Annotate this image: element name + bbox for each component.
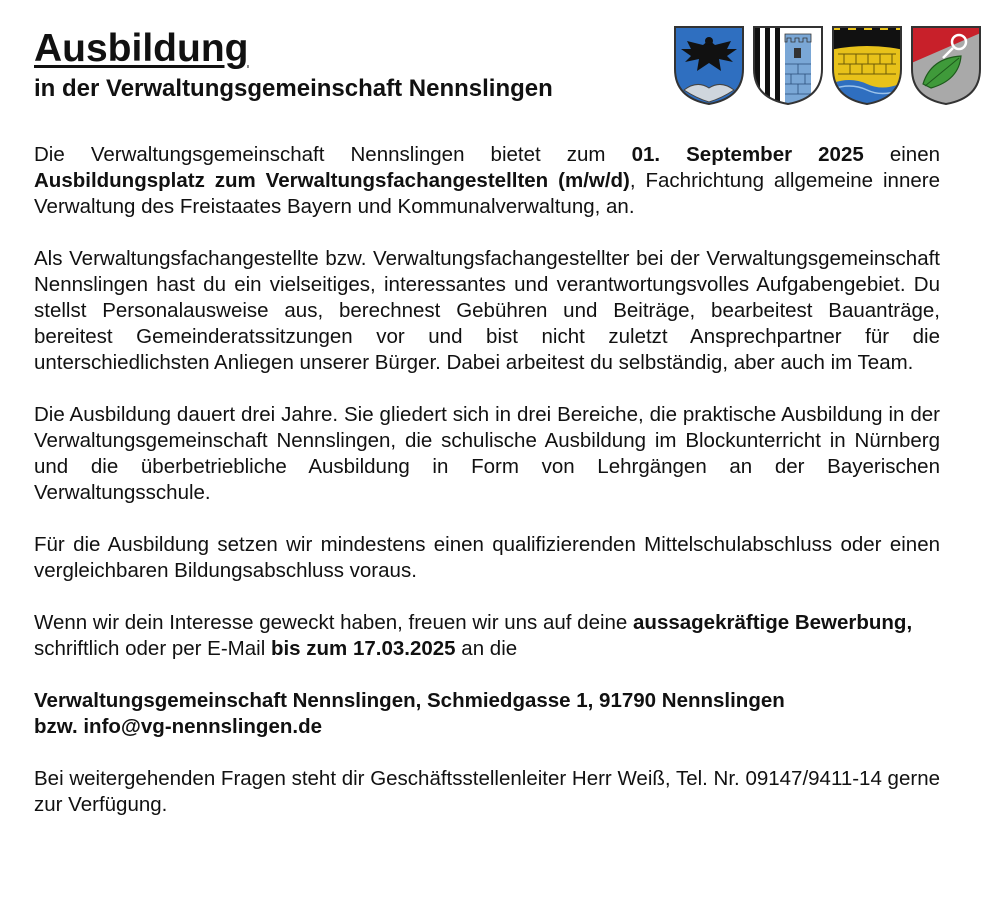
application-text-3: an die [455,637,518,660]
intro-text-3: , Fachrichtung allgemeine innere Verwaltung des Freistaates Bayern und Kommunalverwaltung, an. [34,169,940,218]
castle-crest-icon [830,24,904,106]
application-text-2: schriftlich oder per E-Mail [34,637,271,660]
intro-text-2: einen [863,143,940,166]
training-structure-paragraph: Die Ausbildung dauert drei Jahre. Sie gliedert sich in drei Bereiche, die praktische Ausbildung in der Verwaltungsgemeinschaft Nennslingen, die schulische Ausbildung im Blockunterricht in Nürnberg und die überbetriebliche Ausbildung in Form von Lehrgängen an der Bayerischen Verwaltungsschule. [34,403,940,504]
header [34,26,553,104]
intro-text-1: Die Verwaltungsgemeinschaft Nennslingen bietet zum [34,143,632,166]
role-description-paragraph: Als Verwaltungsfachangestellte bzw. Verwaltungsfachangestellter bei der Verwaltungsgemeinschaft Nennslingen hast du ein vielseitiges, interessantes und verantwortungsvolles Aufgabengebiet. Du stellst Personalausweise aus, berechnest Gebühren und Beiträge, bearbeitest Bauanträge, bereitest Gemeinderatssitzungen vor und bist nicht zuletzt Ansprechpartner für die unterschiedlichsten Anliegen unserer Bürger. Dabei arbeitest du selbständig, aber auch im Team. [34,247,940,374]
page-subtitle: in der Verwaltungsgemeinschaft Nennslingen [34,75,553,102]
application-deadline: bis zum 17.03.2025 [270,637,456,660]
body-text [34,142,940,818]
leaf-crest-icon [909,24,983,106]
contact-paragraph: Bei weitergehenden Fragen steht dir Geschäftsstellenleiter Herr Weiß, Tel. Nr. 09147/9411-14 gerne zur Verfügung. [34,767,940,816]
tower-crest-icon [751,24,825,106]
application-text-1: Wenn wir dein Interesse geweckt haben, freuen wir uns auf deine [34,611,634,634]
application-emphasis: aussagekräftige Bewerbung, [633,611,913,634]
position-title: Ausbildungsplatz zum Verwaltungsfachangestellten (m/w/d) [34,169,630,192]
eagle-crest-icon [672,24,746,106]
address-line: Verwaltungsgemeinschaft Nennslingen, Schmiedgasse 1, 91790 Nennslingen [34,689,785,712]
email-address[interactable]: bzw. info@vg-nennslingen.de [34,715,323,738]
municipal-crests [672,24,983,106]
page-title: Ausbildung [34,27,249,70]
start-date: 01. September 2025 [631,143,864,166]
intro-paragraph [34,142,940,220]
application-paragraph [34,610,940,662]
address-block [34,688,940,740]
requirements-paragraph: Für die Ausbildung setzen wir mindestens einen qualifizierenden Mittelschulabschluss oder einen vergleichbaren Bildungsabschluss voraus. [34,533,940,582]
